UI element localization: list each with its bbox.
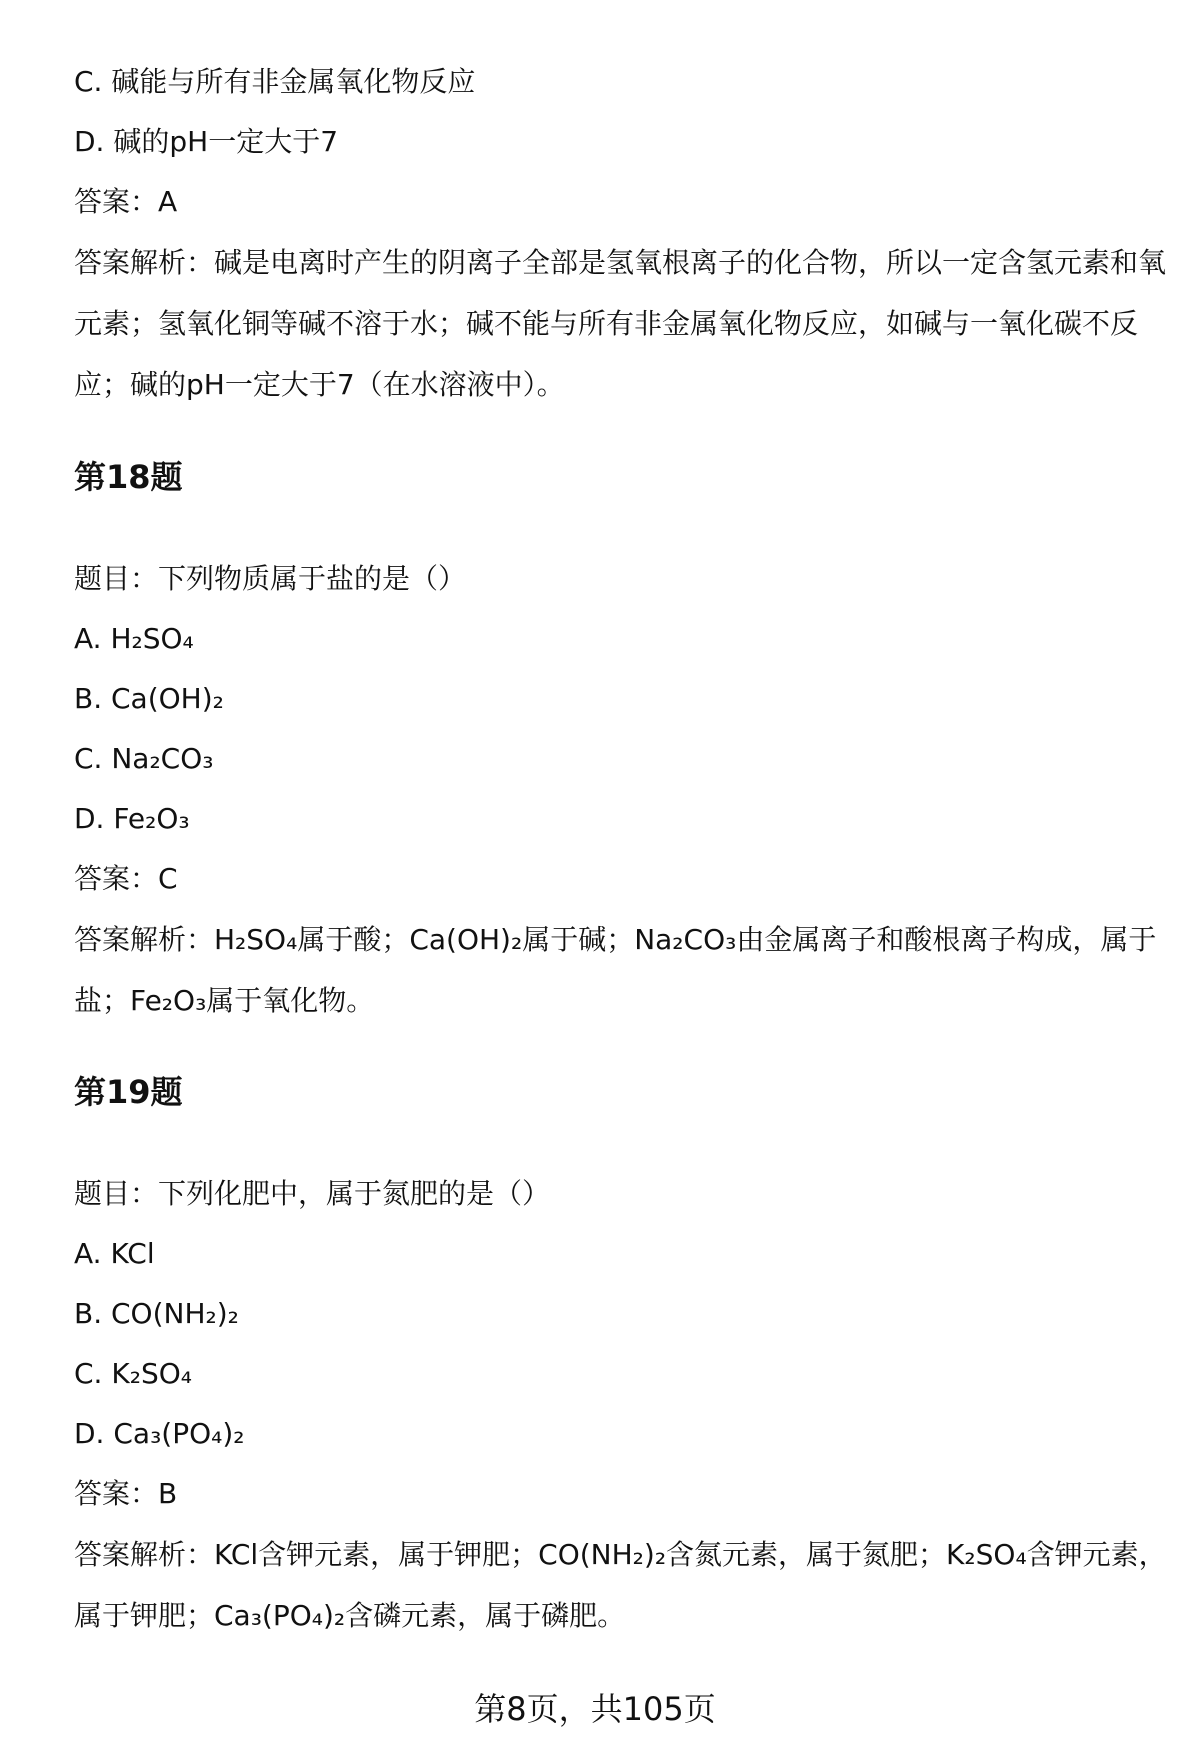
- answer: 答案：A: [74, 185, 178, 218]
- question-heading: 第18题: [74, 458, 183, 496]
- option-a: A. KCl: [74, 1237, 155, 1270]
- option-c: C. 碱能与所有非金属氧化物反应: [74, 65, 476, 98]
- question-text: 题目：下列化肥中，属于氮肥的是（）: [74, 1177, 551, 1210]
- option-d: D. Ca₃(PO₄)₂: [74, 1417, 245, 1450]
- answer: 答案：B: [74, 1477, 178, 1510]
- question-18: [74, 457, 1170, 1031]
- question-heading: 第19题: [74, 1073, 183, 1111]
- question-17-tail: [74, 52, 1170, 415]
- option-a: A. H₂SO₄: [74, 622, 194, 655]
- option-d: D. Fe₂O₃: [74, 802, 190, 835]
- question-text: 题目：下列物质属于盐的是（）: [74, 562, 467, 595]
- answer-analysis: 答案解析：H₂SO₄属于酸；Ca(OH)₂属于碱；Na₂CO₃由金属离子和酸根离子构成，属于盐；Fe₂O₃属于氧化物。: [74, 923, 1157, 1017]
- page-indicator: 第8页，共105页: [474, 1690, 716, 1728]
- option-c: C. Na₂CO₃: [74, 742, 214, 775]
- answer-analysis: 答案解析：KCl含钾元素，属于钾肥；CO(NH₂)₂含氮元素，属于氮肥；K₂SO₄含钾元素，属于钾肥；Ca₃(PO₄)₂含磷元素，属于磷肥。: [74, 1538, 1167, 1632]
- option-b: B. CO(NH₂)₂: [74, 1297, 239, 1330]
- answer-analysis: 答案解析：碱是电离时产生的阴离子全部是氢氧根离子的化合物，所以一定含氢元素和氧元素；氢氧化铜等碱不溶于水；碱不能与所有非金属氧化物反应，如碱与一氧化碳不反应；碱的pH一定大于7（在水溶液中）。: [74, 246, 1167, 401]
- question-19: [74, 1072, 1170, 1646]
- document-page: [74, 52, 1170, 1646]
- option-b: B. Ca(OH)₂: [74, 682, 224, 715]
- option-c: C. K₂SO₄: [74, 1357, 192, 1390]
- option-d: D. 碱的pH一定大于7: [74, 125, 339, 158]
- answer: 答案：C: [74, 862, 178, 895]
